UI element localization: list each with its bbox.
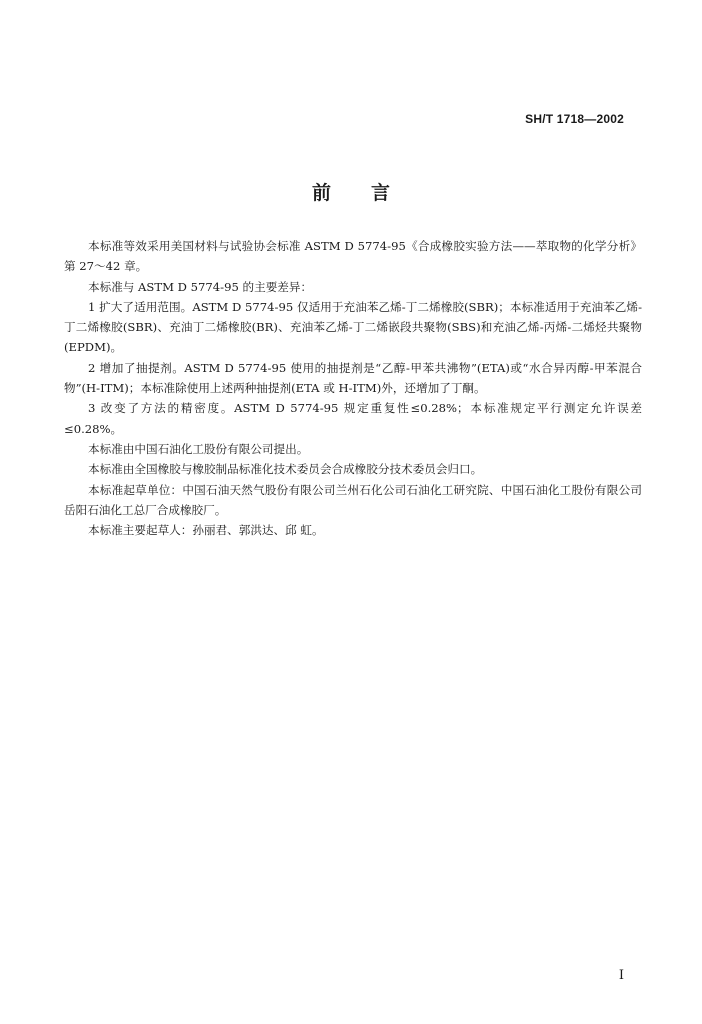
document-code: SH/T 1718—2002 [525, 112, 624, 126]
paragraph-proposer: 本标准由中国石油化工股份有限公司提出。 [88, 441, 309, 456]
paragraph-differences-intro: 本标准与 ASTM D 5774-95 的主要差异： [88, 279, 313, 294]
paragraph-difference-2: 2 增加了抽提剂。ASTM D 5774-95 使用的抽提剂是“乙醇-甲苯共沸物”(ETA)或“水合异丙醇-甲苯混合物”(H-ITM)；本标准除使用上述两种抽提剂(ETA 或 H-ITM)外，还增加了丁酮。 [64, 360, 642, 396]
paragraph-difference-3: 3 改变了方法的精密度。ASTM D 5774-95 规定重复性≤0.28%；本标准规定平行测定允许误差≤0.28%。 [64, 401, 642, 436]
paragraph-difference-1: 1 扩大了适用范围。ASTM D 5774-95 仅适用于充油苯乙烯-丁二烯橡胶(SBR)；本标准适用于充油苯乙烯-丁二烯橡胶(SBR)、充油丁二烯橡胶(BR)、充油苯乙烯-丁二烯嵌段共聚物(SBS)和充油乙烯-丙烯-二烯烃共聚物(EPDM)。 [64, 299, 642, 355]
preface-body [64, 236, 642, 540]
paragraph-drafters: 本标准主要起草人：孙丽君、郭洪达、邱 虹。 [88, 523, 324, 538]
paragraph-adoption: 本标准等效采用美国材料与试验协会标准 ASTM D 5774-95《合成橡胶实验方法——萃取物的化学分析》第 27～42 章。 [64, 239, 642, 274]
page-title: 前言 [311, 182, 430, 204]
page-number: I [618, 968, 624, 983]
paragraph-committee: 本标准由全国橡胶与橡胶制品标准化技术委员会合成橡胶分技术委员会归口。 [88, 462, 483, 477]
paragraph-drafting-units: 本标准起草单位：中国石油天然气股份有限公司兰州石化公司石油化工研究院、中国石油化工股份有限公司岳阳石油化工总厂合成橡胶厂。 [64, 482, 642, 517]
